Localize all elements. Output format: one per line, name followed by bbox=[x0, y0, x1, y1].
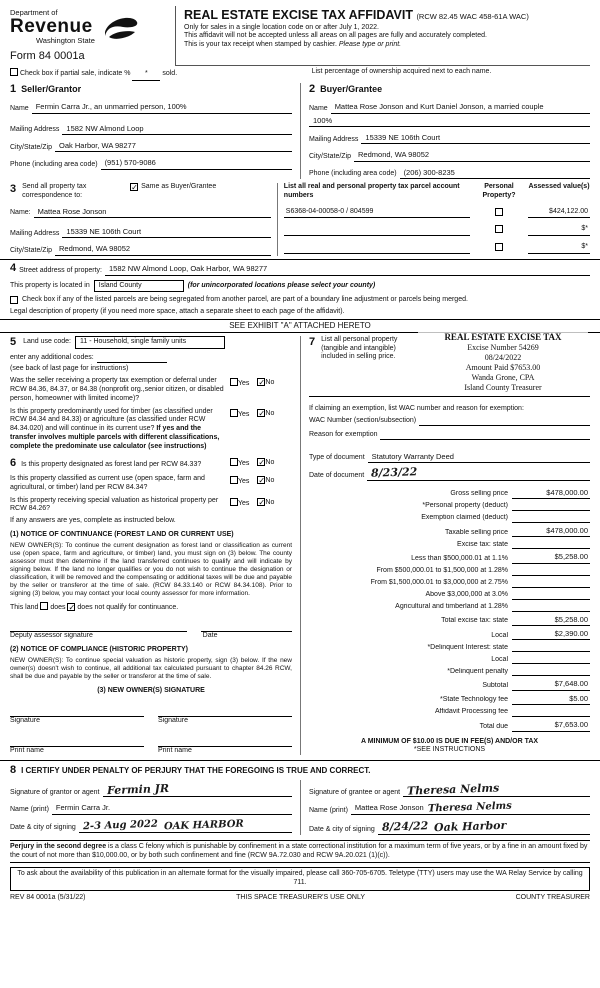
total-excise-state-field[interactable]: $5,258.00 bbox=[512, 615, 590, 626]
grantee-city-handwriting: Oak Harbor bbox=[434, 819, 507, 835]
continuance-qualify-row bbox=[10, 602, 292, 613]
state-technology-fee-field[interactable]: $5.00 bbox=[512, 694, 590, 705]
tier2-tax-field[interactable] bbox=[512, 567, 590, 576]
deputy-date-label: Date bbox=[202, 632, 218, 640]
section-4-number: 4 bbox=[10, 261, 17, 274]
deputy-assessor-date-field[interactable] bbox=[201, 623, 292, 632]
revenue-swoosh-icon bbox=[99, 10, 141, 48]
stamp-excise-number: Excise Number 54269 bbox=[467, 343, 539, 352]
correspondence-mailing-label: Mailing Address bbox=[10, 229, 60, 237]
forest-land-no-checkbox[interactable]: ✓ bbox=[258, 458, 266, 468]
perjury-bold: Perjury in the second degree bbox=[10, 842, 107, 850]
parcel-number-field[interactable]: S6368-04-00058-0 / 804599 bbox=[284, 208, 470, 219]
seller-phone-field[interactable]: (951) 570-9086 bbox=[101, 158, 292, 169]
timber-use-no-checkbox[interactable]: ✓ bbox=[258, 408, 266, 418]
dept-of-label: Department of bbox=[10, 8, 58, 17]
seller-csz-field[interactable]: Oak Harbor, WA 98277 bbox=[55, 141, 292, 152]
stamp-treasurer-title: Island County Treasurer bbox=[464, 383, 542, 392]
section-8-number: 8 bbox=[10, 764, 17, 777]
parcel-number-field-2[interactable] bbox=[284, 245, 470, 254]
seller-exemption-no-checkbox[interactable]: ✓ bbox=[258, 378, 266, 388]
new-owner-signature-field-2[interactable] bbox=[158, 708, 292, 717]
seller-mailing-field[interactable]: 1582 NW Almond Loop bbox=[62, 124, 292, 135]
street-address-field[interactable]: 1582 NW Almond Loop, Oak Harbor, WA 98277 bbox=[105, 264, 590, 275]
buyer-name-label: Name bbox=[309, 104, 328, 112]
additional-codes-field[interactable] bbox=[97, 354, 167, 363]
stamp-treasurer-name: Wanda Grone, CPA bbox=[471, 373, 535, 382]
section-1-number: 1 bbox=[10, 82, 17, 95]
timber-use-question: Is this property predominantly used for timber (as classified under RCW 84.34 and 84.33) or agriculture (as classified under RCW 84.34.020) and will continue in its current use? If yes and the transfer involves multiple parcels with different classifications, complete the predominate use calculator (see instructions) bbox=[10, 407, 220, 450]
unincorporated-note: (for unincorporated locations please select your county) bbox=[187, 281, 376, 289]
land-use-code-select[interactable]: 11 - Household, single family units bbox=[75, 336, 225, 349]
current-use-question: Is this property classified as current use (open space, farm and agricultural, or timber) land per RCW 84.34? bbox=[10, 475, 205, 491]
see-back-note: (see back of last page for instructions) bbox=[10, 364, 129, 372]
personal-property-checkbox-0[interactable] bbox=[495, 208, 503, 216]
assessed-value-field-0[interactable]: $424,122.00 bbox=[528, 208, 590, 219]
buyer-csz-field[interactable]: Redmond, WA 98052 bbox=[354, 150, 590, 161]
correspondence-name-label: Name: bbox=[10, 209, 31, 217]
section-2-title: Buyer/Grantee bbox=[320, 83, 383, 94]
total-due-field[interactable]: $7,653.00 bbox=[512, 720, 590, 731]
personal-property-header: Personal Property? bbox=[482, 183, 516, 199]
section-1-title: Seller/Grantor bbox=[21, 83, 82, 94]
current-use-no-checkbox[interactable]: ✓ bbox=[258, 476, 266, 485]
stamp-date: 08/24/2022 bbox=[484, 353, 522, 362]
forest-land-question: 6 Is this property designated as forest land per RCW 84.33? bbox=[10, 457, 202, 470]
grantee-signature-label: Signature of grantee or agent bbox=[309, 788, 401, 796]
exemption-reason-label: Reason for exemption bbox=[309, 431, 378, 438]
delinquent-interest-local-field[interactable] bbox=[512, 655, 590, 664]
partial-sale-checkbox[interactable] bbox=[10, 68, 18, 76]
section-2-number: 2 bbox=[309, 82, 316, 95]
tax-row: Less than $500,000.01 at 1.1% $5,258.00 bbox=[411, 552, 588, 562]
same-as-buyer-label: Same as Buyer/Grantee bbox=[141, 183, 217, 191]
wac-number-label: WAC Number (section/subsection) bbox=[309, 417, 417, 424]
land-use-label: Land use code: bbox=[23, 338, 71, 346]
legal-description-label: Legal description of property (if you need more space, attach a separate sheet to each page of the affidavit). bbox=[10, 308, 345, 315]
segregated-parcel-checkbox[interactable] bbox=[10, 296, 18, 304]
buyer-csz-label: City/State/Zip bbox=[309, 153, 352, 160]
tax-row: *Delinquent Interest: state bbox=[309, 643, 590, 652]
subtotal-field[interactable]: $7,648.00 bbox=[512, 679, 590, 690]
tax-row: Total due $7,653.00 bbox=[479, 720, 588, 730]
grantor-printname-label: Name (print) bbox=[10, 806, 49, 813]
if-any-yes-note: If any answers are yes, complete as instructed below. bbox=[10, 517, 176, 524]
document-type-field[interactable]: Statutory Warranty Deed bbox=[368, 452, 590, 463]
buyer-phone-label: Phone (including area code) bbox=[309, 170, 397, 178]
treasurer-space-label: THIS SPACE TREASURER'S USE ONLY bbox=[236, 893, 365, 901]
buyer-mailing-label: Mailing Address bbox=[309, 135, 359, 143]
section-seller bbox=[10, 83, 300, 180]
header-note-1: Only for sales in a single location code on or after July 1, 2022. bbox=[184, 23, 379, 31]
seller-phone-label: Phone (including area code) bbox=[10, 161, 98, 168]
tax-row: Local bbox=[309, 655, 590, 664]
grantor-signature-handwriting: Fermin JR bbox=[106, 781, 169, 798]
new-owner-signature-title: (3) NEW OWNER(S) SIGNATURE bbox=[97, 687, 205, 694]
tax-row: From $1,500,000.01 to $3,000,000 at 2.75% bbox=[309, 579, 590, 588]
rev-form-number: REV 84 0001a (5/31/22) bbox=[10, 893, 86, 901]
tax-row: Local $2,390.00 bbox=[491, 629, 588, 639]
form-number: Form 84 0001a bbox=[10, 50, 85, 62]
notice-continuance-title: (1) NOTICE OF CONTINUANCE (FOREST LAND OR CURRENT USE) bbox=[10, 530, 234, 538]
type-or-print-note: Please type or print. bbox=[338, 41, 402, 49]
alt-format-notice: To ask about the availability of this publication in an alternate format for the visually impaired, please call 360-705-6705. Teletype (TTY) users may use the WA Relay Service by calling 711. bbox=[10, 867, 590, 891]
ownership-percent-note: List percentage of ownership acquired next to each name. bbox=[311, 67, 492, 75]
grantor-signature-field[interactable] bbox=[103, 781, 292, 798]
new-owner-printname-label-2: Print name bbox=[158, 746, 192, 754]
affidavit-processing-fee-field[interactable] bbox=[512, 708, 590, 717]
tax-row: Total excise tax: state $5,258.00 bbox=[441, 614, 588, 625]
personal-property-checkbox-1[interactable] bbox=[495, 225, 503, 233]
exemption-reason-field[interactable] bbox=[380, 431, 590, 440]
section-7-number: 7 bbox=[309, 335, 316, 348]
tax-row: *State Technology fee $5.00 bbox=[440, 693, 588, 704]
grantee-date-city-field[interactable] bbox=[378, 821, 590, 834]
personal-property-list-label: List all personal property (tangible and intangible) included in selling price. bbox=[321, 335, 398, 361]
perjury-notice bbox=[10, 840, 590, 864]
minimum-due-note: A MINIMUM OF $10.00 IS DUE IN FEE(S) AND/OR TAX bbox=[360, 737, 539, 745]
partial-sale-percent-field[interactable]: * bbox=[132, 70, 160, 81]
grantor-date-city-field[interactable] bbox=[79, 818, 292, 833]
section-excise-tax bbox=[300, 331, 590, 756]
tax-row: *Personal property (deduct) bbox=[309, 502, 590, 511]
tier1-tax-field[interactable]: $5,258.00 bbox=[512, 552, 590, 563]
legal-description-value: SEE EXHIBIT "A" ATTACHED HERETO bbox=[0, 319, 600, 333]
grantor-date-handwriting: 2-3 Aug 2022 bbox=[82, 818, 158, 833]
segregated-parcel-label: Check box if any of the listed parcels are being segregated from another parcel, are part of a boundary line adjustment or parcels being merged. bbox=[22, 296, 468, 304]
additional-codes-label: enter any additional codes: bbox=[10, 353, 94, 361]
parcel-number-field-1[interactable] bbox=[284, 227, 470, 236]
tax-row: Agricultural and timberland at 1.28% bbox=[309, 603, 590, 612]
this-land-label: This land bbox=[10, 604, 39, 612]
see-instructions-note: *SEE INSTRUCTIONS bbox=[413, 746, 486, 754]
grantee-printname-label: Name (print) bbox=[309, 806, 348, 814]
buyer-mailing-field[interactable]: 15339 NE 106th Court bbox=[361, 133, 590, 144]
total-excise-local-field[interactable]: $2,390.00 bbox=[512, 629, 590, 640]
buyer-name-field[interactable]: Mattea Rose Jonson and Kurt Daniel Jonson, a married couple bbox=[331, 102, 590, 113]
parcel-row bbox=[284, 225, 590, 236]
section-property-address bbox=[10, 262, 590, 333]
grantee-signature-handwriting: Theresa Nelms bbox=[406, 781, 500, 798]
grantor-date-city-label: Date & city of signing bbox=[10, 824, 76, 831]
delinquent-interest-state-field[interactable] bbox=[512, 643, 590, 652]
tax-row: Gross selling price $478,000.00 bbox=[450, 487, 588, 498]
tax-row: Taxable selling price $478,000.00 bbox=[444, 525, 588, 536]
section-forest-land: 6 Is this property designated as forest land per RCW 84.33? Yes ✓No Is this property classified as current use (open space, farm and agricultural, or timber) land per RCW 84.34? Yes ✓No Is this property receiving special valuation as historical property per RCW 84.26? Yes ✓No If any answers are yes, complete as instructed below. (1) NOTICE OF CONTINUANCE (FOREST LAND OR CURRENT USE) NEW OWNER(S): To continue the current designation as forest land or classification as current use (open space, farm and agriculture, or timber) land, you must sign on (3) below. The county assessor must then determine if the land transferred continues to qualify and will indicate by signing below. If the land no longer qualifies or you do not wish to continue the designation or classification, it will be removed and the compensating or additional taxes will be due and payable by the seller or transferor at the time of sale. (RCW 84.33.140 or RCW 84.34.108). Prior to signing (3) below, you may contact your local county assessor for more information. This land does ✓ does not qualify for continuance. Deputy assessor signature Date (2) NOTICE OF COMPLIANCE (HISTORIC PROPERTY) NEW OWNER(S): To continue special valuation as historic property, sign (3) below. If the new owner(s) doesn't wish to continue, all additional tax calculated pursuant to chapter 84.26 RCW, shall be due and payable by the seller or transferor at the time of sale. (3) NEW OWNER(S) SIGNATURE Signature Signature Print name Print name bbox=[10, 457, 292, 754]
new-owner-printname-field-2[interactable] bbox=[158, 738, 292, 747]
partial-sale-suffix: sold. bbox=[162, 69, 178, 77]
parcel-row bbox=[284, 243, 590, 254]
grantee-name-handwriting: Theresa Nelms bbox=[427, 800, 512, 815]
does-not-label: does not qualify for continuance. bbox=[77, 604, 179, 612]
section-certification bbox=[10, 764, 590, 835]
buyer-name-field-2[interactable]: 100% bbox=[309, 116, 590, 127]
timber-use-yes-checkbox[interactable] bbox=[230, 409, 238, 417]
new-owner-printname-label-1: Print name bbox=[10, 746, 44, 754]
correspondence-name-field[interactable]: Mattea Rose Jonson bbox=[34, 207, 271, 218]
tax-row: From $500,000.01 to $1,500,000 at 1.28% bbox=[309, 567, 590, 576]
footer-strip bbox=[10, 894, 590, 903]
header-note-3: This is your tax receipt when stamped by cashier. Please type or print. bbox=[184, 41, 402, 49]
taxable-selling-price-field[interactable]: $478,000.00 bbox=[512, 526, 590, 537]
section-3-number: 3 bbox=[10, 183, 17, 196]
tax-row: Subtotal $7,648.00 bbox=[482, 679, 588, 689]
tier3-tax-field[interactable] bbox=[512, 579, 590, 588]
tax-row: *Delinquent penalty bbox=[309, 667, 590, 676]
seller-mailing-label: Mailing Address bbox=[10, 126, 60, 134]
historic-property-question: Is this property receiving special valuation as historical property per RCW 84.26? bbox=[10, 496, 219, 513]
document-date-field[interactable] bbox=[367, 467, 590, 480]
section-land-use: 5 Land use code: 11 - Household, single family units enter any additional codes: (see back of last page for instructions) Was the seller receiving a property tax exemption or deferral under RCW 84.36, 84.37, or 84.38 (nonprofit org.,senior citizen, or disabled person, homeowner with limited income)? Yes ✓No Is this property predominantly used for timber (as classified under RCW 84.34 and 84.33) or agriculture (as classified under RCW 84.34.020) and will continue in its current use? If yes and the transfer involves multiple parcels with different classifications, complete the predominate use calculator (see instructions) Yes ✓No bbox=[10, 336, 292, 452]
section-5-number: 5 bbox=[10, 335, 17, 348]
excise-tax-state-field[interactable] bbox=[512, 540, 590, 549]
form-header bbox=[10, 6, 590, 66]
section-tax-correspondence bbox=[10, 183, 590, 256]
seller-name-field[interactable]: Fermin Carra Jr., an unmarried person, 100% bbox=[32, 102, 292, 113]
correspondence-mailing-field[interactable]: 15339 NE 106th Court bbox=[62, 227, 270, 238]
dept-revenue-logo-block bbox=[10, 6, 175, 66]
tax-row: Exemption claimed (deduct) bbox=[309, 514, 590, 523]
assessed-value-header: Assessed value(s) bbox=[528, 183, 590, 191]
tax-row: Excise tax: state bbox=[309, 540, 590, 549]
historic-yes-checkbox[interactable] bbox=[230, 498, 238, 506]
assessed-value-field-1[interactable]: $* bbox=[528, 225, 590, 236]
grantee-date-handwriting: 8/24/22 bbox=[381, 819, 429, 835]
delinquent-penalty-field[interactable] bbox=[512, 667, 590, 676]
does-not-qualify-checkbox[interactable]: ✓ bbox=[68, 603, 76, 613]
deputy-assessor-signature-label: Deputy assessor signature bbox=[10, 632, 93, 640]
document-date-handwriting: 8/23/22 bbox=[371, 465, 418, 480]
exemption-claim-label: If claiming an exemption, list WAC number and reason for exemption: bbox=[309, 405, 524, 412]
new-owner-signature-label-1: Signature bbox=[10, 716, 40, 724]
located-in-label: This property is located in bbox=[10, 281, 90, 289]
partial-sale-row bbox=[10, 68, 177, 81]
grantee-date-city-label: Date & city of signing bbox=[309, 826, 375, 833]
new-owner-signature-field-1[interactable] bbox=[10, 708, 144, 717]
grantor-city-handwriting: OAK HARBOR bbox=[163, 818, 244, 833]
assessed-value-field-2[interactable]: $* bbox=[528, 243, 590, 254]
parcel-row bbox=[284, 208, 590, 219]
does-qualify-checkbox[interactable] bbox=[40, 602, 48, 610]
county-select[interactable]: Island County bbox=[94, 280, 184, 293]
partial-sale-label: Check box if partial sale, indicate % bbox=[19, 69, 131, 77]
historic-no-checkbox[interactable]: ✓ bbox=[258, 497, 266, 507]
perjury-text: is a class C felony which is punishable by confinement in a state correctional institution for a maximum term of five years, or by a fine in an amount fixed by the court of not more than $10,000.00, or by both such confinement and fine (RCW 9A.72.030 and RCW 9A.20.021 (1)(c)). bbox=[10, 842, 588, 859]
send-correspondence-label: Send all property tax correspondence to: bbox=[22, 183, 87, 199]
current-use-yes-checkbox[interactable] bbox=[230, 476, 238, 484]
document-type-label: Type of document bbox=[309, 454, 365, 462]
grantor-signature-label: Signature of grantor or agent bbox=[10, 788, 100, 796]
header-note-2: This affidavit will not be accepted unless all areas on all pages are fully and accurately completed. bbox=[184, 32, 487, 40]
page-title: REAL ESTATE EXCISE TAX AFFIDAVIT (RCW 82.45 WAC 458-61A WAC) bbox=[184, 8, 529, 22]
title-rcw: (RCW 82.45 WAC 458-61A WAC) bbox=[416, 12, 529, 21]
certify-statement: I CERTIFY UNDER PENALTY OF PERJURY THAT THE FOREGOING IS TRUE AND CORRECT. bbox=[21, 766, 371, 776]
wac-number-field[interactable] bbox=[419, 417, 590, 426]
stamp-title: REAL ESTATE EXCISE TAX bbox=[444, 331, 562, 342]
agricultural-tax-field[interactable] bbox=[512, 603, 590, 612]
timber-use-question-bold: If yes and the transfer involves multiple parcels with different classifications, complete the predominate use calculator (see instructions) bbox=[10, 425, 220, 450]
county-treasurer-label: COUNTY TREASURER bbox=[515, 893, 590, 901]
grantee-printname-field[interactable]: Mattea Rose Jonson Theresa Nelms bbox=[351, 803, 590, 815]
notice-compliance-body: NEW OWNER(S): To continue special valuation as historic property, sign (3) below. If the new owner(s) doesn't wish to continue, all additional tax calculated pursuant to chapter 84.26 RCW, shall be due and payable by the seller or transferor at the time of sale. bbox=[10, 656, 292, 680]
gross-selling-price-field[interactable]: $478,000.00 bbox=[512, 488, 590, 499]
parcel-numbers-header: List all real and personal property tax parcel account numbers bbox=[283, 183, 460, 199]
does-label: does bbox=[50, 604, 66, 612]
section-6-number: 6 bbox=[10, 457, 17, 470]
tax-row: Affidavit Processing fee bbox=[309, 708, 590, 717]
personal-property-checkbox-2[interactable] bbox=[495, 243, 503, 251]
exemption-claimed-field[interactable] bbox=[512, 514, 590, 523]
dept-state-label: Washington State bbox=[36, 36, 95, 46]
parcel-table bbox=[277, 183, 590, 256]
notice-continuance-body: NEW OWNER(S): To continue the current designation as forest land or classification as current use (open space, farm and agriculture, or timber) land, you must sign on (3) below. The county assessor must then determine if the land transferred continues to qualify and will indicate by signing below. If the land no longer qualifies or you do not wish to continue the designation or classification, it will be removed and the compensating or additional taxes will be due and payable by the seller or transferor at the time of sale. (RCW 84.33.140 or RCW 84.34.108). Prior to signing (3) below, you may contact your local county assessor for more information. bbox=[10, 541, 292, 598]
seller-csz-label: City/State/Zip bbox=[10, 143, 53, 151]
new-owner-printname-field-1[interactable] bbox=[10, 738, 144, 747]
seller-exemption-question: Was the seller receiving a property tax exemption or deferral under RCW 84.36, 84.37, or 84.38 (nonprofit org.,senior citizen, or disabled person, homeowner with limited income)? bbox=[10, 377, 224, 402]
tax-row: Above $3,000,000 at 3.0% bbox=[309, 591, 590, 600]
dept-name: Revenue bbox=[10, 16, 93, 38]
deputy-assessor-signature-field[interactable] bbox=[10, 623, 187, 632]
grantor-printname-field[interactable]: Fermin Carra Jr. bbox=[52, 803, 292, 814]
correspondence-csz-label: City/State/Zip bbox=[10, 247, 53, 254]
grantee-signature-field[interactable] bbox=[403, 781, 590, 798]
section-buyer bbox=[300, 83, 590, 180]
correspondence-csz-field[interactable]: Redmond, WA 98052 bbox=[55, 244, 271, 255]
seller-exemption-yes-checkbox[interactable] bbox=[230, 378, 238, 386]
notice-compliance-title: (2) NOTICE OF COMPLIANCE (HISTORIC PROPERTY) bbox=[10, 645, 188, 653]
tier4-tax-field[interactable] bbox=[512, 591, 590, 600]
treasurer-stamp bbox=[418, 332, 588, 393]
seller-name-label: Name bbox=[10, 104, 29, 112]
new-owner-signature-label-2: Signature bbox=[158, 716, 188, 724]
stamp-amount-paid: Amount Paid $7653.00 bbox=[465, 363, 541, 372]
personal-property-deduct-field[interactable] bbox=[512, 502, 590, 511]
forest-land-yes-checkbox[interactable] bbox=[230, 458, 238, 466]
buyer-phone-field[interactable]: (206) 300-8235 bbox=[400, 168, 590, 179]
street-address-label: Street address of property: bbox=[19, 266, 103, 274]
left-column bbox=[10, 336, 300, 756]
title-block bbox=[175, 6, 590, 66]
same-as-buyer-checkbox[interactable]: ✓ bbox=[131, 183, 138, 193]
document-date-label: Date of document bbox=[309, 471, 365, 479]
